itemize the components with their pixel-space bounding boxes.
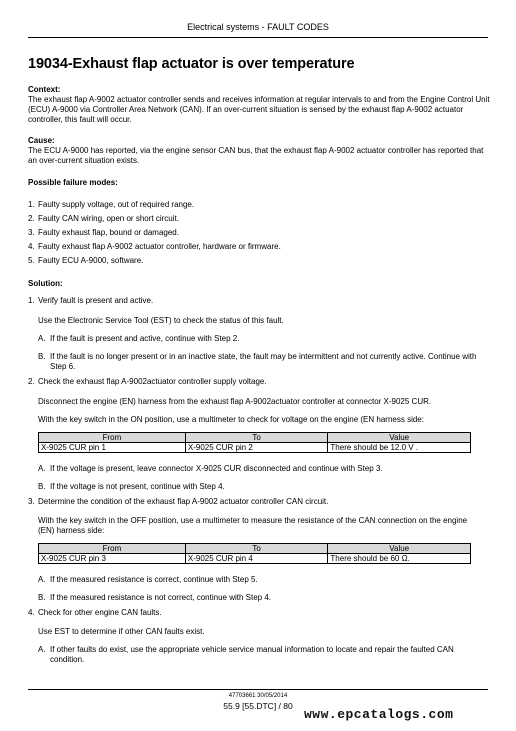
step-1-option-a <box>38 334 478 344</box>
failure-item <box>28 214 478 224</box>
step-number: 2. <box>28 377 35 386</box>
header-rule <box>28 37 488 38</box>
option-label: B. <box>38 482 46 491</box>
solution-step-4 <box>28 608 478 618</box>
option-label: A. <box>38 334 46 343</box>
step-4-instruction: Use EST to determine if other CAN faults exist. <box>38 627 205 636</box>
option-label: A. <box>38 645 46 654</box>
option-text: If other faults do exist, use the appropriate vehicle service manual information to locate and repair the faulted CAN condition. <box>50 645 454 664</box>
column-header-to: To <box>185 433 328 443</box>
solution-heading: Solution: <box>28 279 63 288</box>
footer-rule <box>28 689 488 690</box>
option-label: A. <box>38 575 46 584</box>
watermark-link[interactable]: www.epcatalogs.com <box>304 707 454 722</box>
cell-from: X-9025 CUR pin 3 <box>39 554 186 564</box>
cause-label: Cause: <box>28 136 55 145</box>
page-number: 55.9 [55.DTC] / 80 <box>223 701 293 711</box>
cell-to: X-9025 CUR pin 4 <box>185 554 328 564</box>
step-2-option-b <box>38 482 478 492</box>
step-number: 1. <box>28 296 35 305</box>
cell-value: There should be 60 Ω. <box>328 554 471 564</box>
solution-step-3 <box>28 497 478 507</box>
table-header-row <box>39 544 471 554</box>
cause-text: The ECU A-9000 has reported, via the engine sensor CAN bus, that the exhaust flap A-9002 actuator controller has reported that an over-current situation exists. <box>28 146 484 165</box>
step-2-instruction-1: Disconnect the engine (EN) harness from the exhaust flap A-9002actuator controller at connector X-9025 CUR. <box>38 397 432 406</box>
table-row <box>39 554 471 564</box>
step-text: Verify fault is present and active. <box>38 296 154 305</box>
cell-from: X-9025 CUR pin 1 <box>39 443 186 453</box>
failure-item <box>28 242 478 252</box>
step-3-option-a <box>38 575 478 585</box>
document-code: 47703661 30/05/2014 <box>228 693 288 699</box>
column-header-to: To <box>185 544 328 554</box>
option-text: If the measured resistance is correct, continue with Step 5. <box>50 575 258 584</box>
solution-step-2 <box>28 377 478 387</box>
step-number: 4. <box>28 608 35 617</box>
column-header-from: From <box>39 544 186 554</box>
option-text: If the fault is no longer present or in an inactive state, the fault may be intermittent and not currently active. Continue with Step 6. <box>50 352 477 371</box>
failure-item <box>28 200 478 210</box>
context-text: The exhaust flap A-9002 actuator controller sends and receives information at regular intervals to and from the Engine Control Unit (ECU) A-9000 via Controller Area Network (CAN). If an over-current situation is sensed by the exhaust flap A-9002 actuator controller, this fault will occur. <box>28 95 490 124</box>
column-header-value: Value <box>328 544 471 554</box>
step-2-option-a <box>38 464 478 474</box>
table-header-row <box>39 433 471 443</box>
context-label: Context: <box>28 85 61 94</box>
option-label: B. <box>38 593 46 602</box>
item-number: 2. <box>28 214 35 223</box>
option-text: If the measured resistance is not correct, continue with Step 4. <box>50 593 271 602</box>
column-header-from: From <box>39 433 186 443</box>
option-label: B. <box>38 352 46 361</box>
cell-to: X-9025 CUR pin 2 <box>185 443 328 453</box>
item-number: 1. <box>28 200 35 209</box>
item-number: 4. <box>28 242 35 251</box>
fault-title: 19034-Exhaust flap actuator is over temperature <box>28 56 355 72</box>
item-text: Faulty ECU A-9000, software. <box>38 256 144 265</box>
option-text: If the fault is present and active, continue with Step 2. <box>50 334 240 343</box>
item-number: 5. <box>28 256 35 265</box>
failure-modes-heading: Possible failure modes: <box>28 178 118 187</box>
item-number: 3. <box>28 228 35 237</box>
step-1-option-b <box>38 352 478 372</box>
option-text: If the voltage is present, leave connector X-9025 CUR disconnected and continue with Step 3. <box>50 464 383 473</box>
step-3-instruction: With the key switch in the OFF position, use a multimeter to measure the resistance of the CAN connection on the engine (EN) harness side: <box>38 516 468 535</box>
failure-item <box>28 256 478 266</box>
step-1-instruction: Use the Electronic Service Tool (EST) to check the status of this fault. <box>38 316 284 325</box>
item-text: Faulty exhaust flap A-9002 actuator controller, hardware or firmware. <box>38 242 281 251</box>
step-3-option-b <box>38 593 478 603</box>
step-number: 3. <box>28 497 35 506</box>
resistance-check-table <box>38 543 471 564</box>
failure-item <box>28 228 478 238</box>
solution-step-1 <box>28 296 478 306</box>
step-2-instruction-2: With the key switch in the ON position, use a multimeter to check for voltage on the engine (EN harness side: <box>38 415 424 424</box>
option-text: If the voltage is not present, continue with Step 4. <box>50 482 225 491</box>
step-4-option-a <box>38 645 478 665</box>
step-text: Check the exhaust flap A-9002actuator controller supply voltage. <box>38 377 267 386</box>
voltage-check-table <box>38 432 471 453</box>
option-label: A. <box>38 464 46 473</box>
page-header: Electrical systems - FAULT CODES <box>187 22 329 32</box>
step-text: Check for other engine CAN faults. <box>38 608 162 617</box>
step-text: Determine the condition of the exhaust flap A-9002 actuator controller CAN circuit. <box>38 497 329 506</box>
table-row <box>39 443 471 453</box>
item-text: Faulty CAN wiring, open or short circuit. <box>38 214 179 223</box>
cell-value: There should be 12.0 V . <box>328 443 471 453</box>
item-text: Faulty exhaust flap, bound or damaged. <box>38 228 179 237</box>
column-header-value: Value <box>328 433 471 443</box>
item-text: Faulty supply voltage, out of required range. <box>38 200 195 209</box>
